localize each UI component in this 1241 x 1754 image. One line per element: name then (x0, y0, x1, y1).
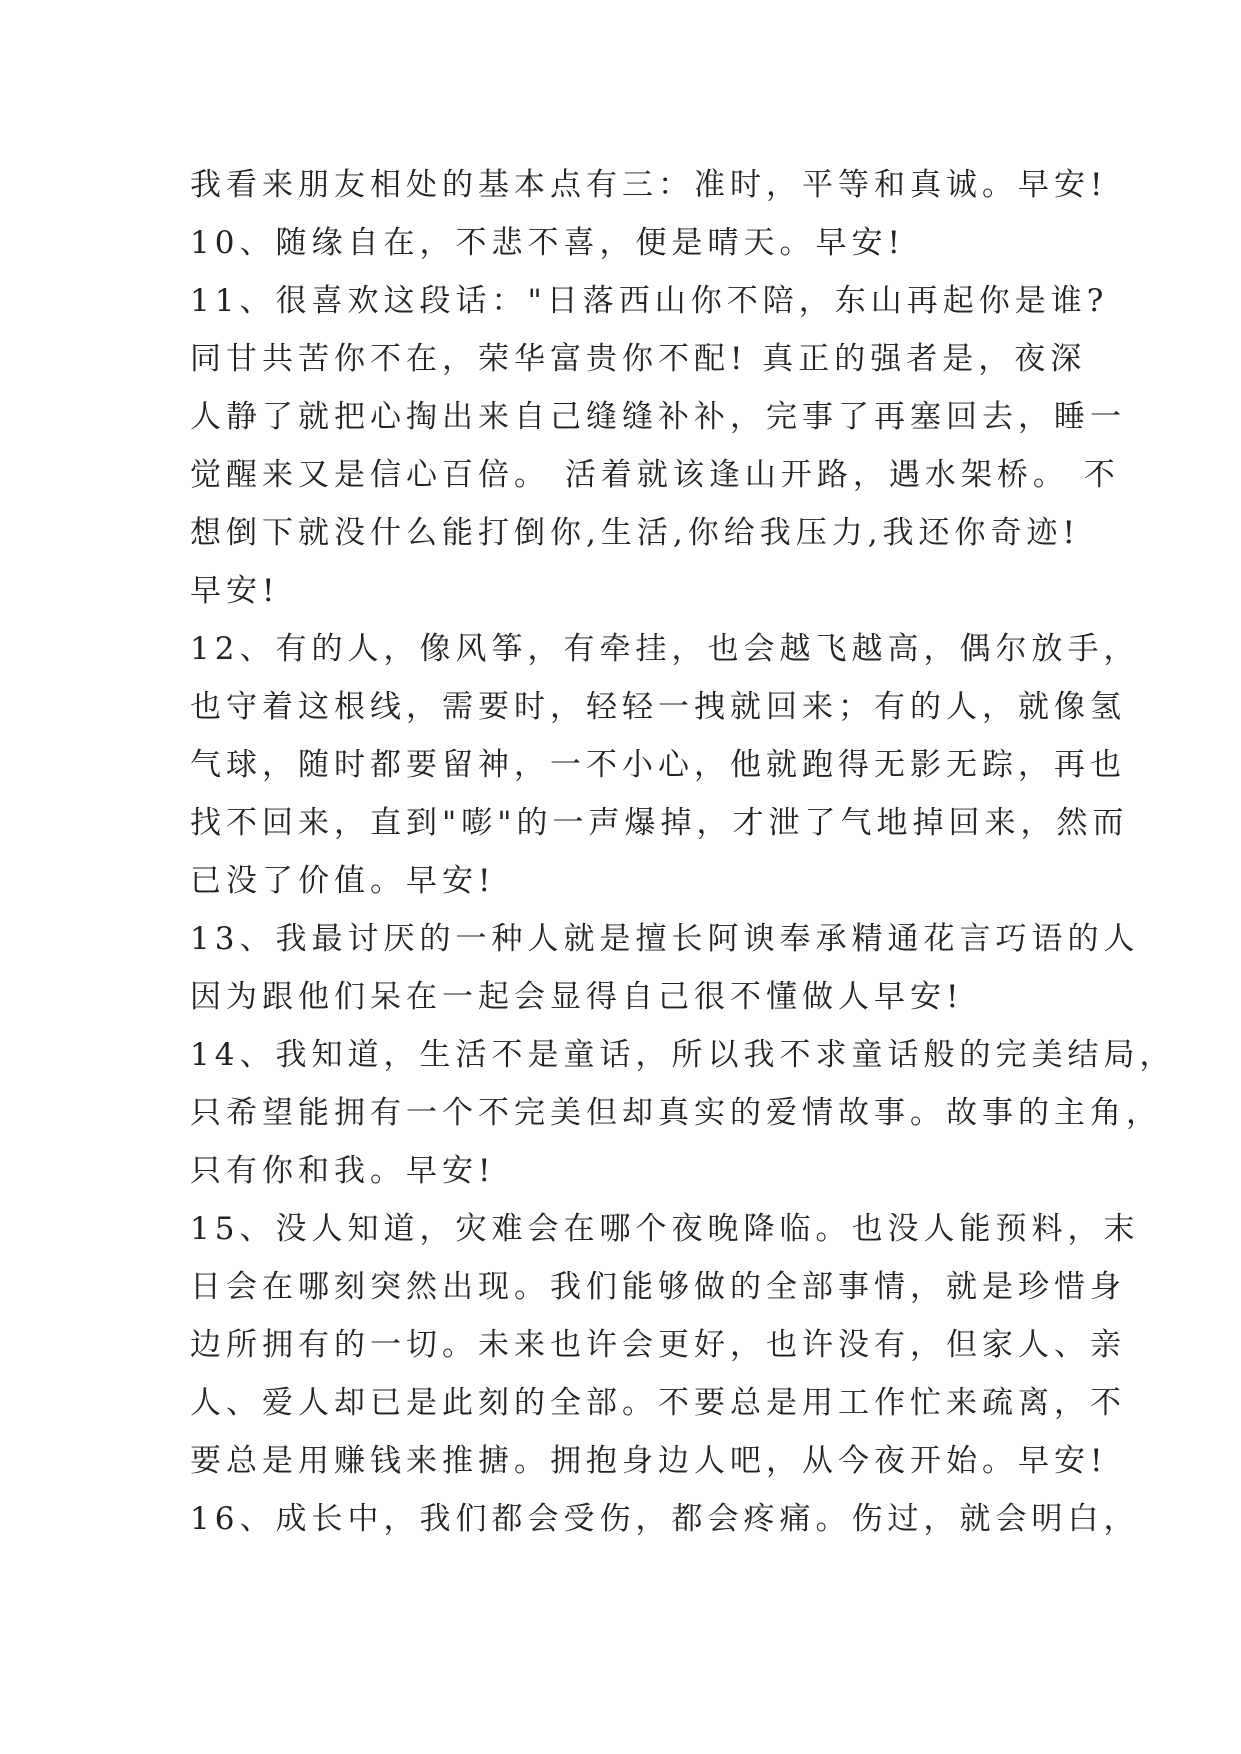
text-line: 早安! (190, 573, 280, 609)
text-line: 16、成长中，我们都会受伤，都会疼痛。伤过，就会明白， (190, 1501, 1140, 1537)
text-line: 人、爱人却已是此刻的全部。不要总是用工作忙来疏离，不 (190, 1385, 1126, 1421)
text-line: 气球，随时都要留神，一不小心，他就跑得无影无踪，再也 (190, 747, 1126, 783)
text-line: 我看来朋友相处的基本点有三：准时，平等和真诚。早安! (190, 167, 1108, 203)
text-line: 12、有的人，像风筝，有牵挂，也会越飞越高，偶尔放手， (190, 631, 1140, 667)
text-line: 15、没人知道，灾难会在哪个夜晚降临。也没人能预料，末 (190, 1211, 1140, 1247)
text-line: 14、我知道，生活不是童话，所以我不求童话般的完美结局， (190, 1037, 1176, 1073)
text-line: 只希望能拥有一个不完美但却真实的爱情故事。故事的主角， (190, 1095, 1162, 1131)
text-line: 只有你和我。早安! (190, 1153, 496, 1189)
text-line: 13、我最讨厌的一种人就是擅长阿谀奉承精通花言巧语的人 (190, 921, 1140, 957)
text-line: 人静了就把心掏出来自己缝缝补补，完事了再塞回去，睡一 (190, 399, 1126, 435)
text-line: 已没了价值。早安! (190, 863, 496, 899)
text-line: 11、很喜欢这段话："日落西山你不陪，东山再起你是谁? (190, 283, 1109, 319)
text-line: 边所拥有的一切。未来也许会更好，也许没有，但家人、亲 (190, 1327, 1126, 1363)
text-line: 找不回来，直到"嘭"的一声爆掉，才泄了气地掉回来，然而 (190, 805, 1129, 841)
text-line: 想倒下就没什么能打倒你,生活,你给我压力,我还你奇迹! (190, 515, 1081, 551)
text-line: 10、随缘自在，不悲不喜，便是晴天。早安! (190, 225, 905, 261)
text-line: 同甘共苦你不在，荣华富贵你不配! 真正的强者是，夜深 (190, 341, 1087, 377)
text-line: 觉醒来又是信心百倍。 活着就该逢山开路，遇水架桥。 不 (190, 457, 1120, 493)
text-line: 要总是用赚钱来推搪。拥抱身边人吧，从今夜开始。早安! (190, 1443, 1108, 1479)
text-line: 因为跟他们呆在一起会显得自己很不懂做人早安! (190, 979, 964, 1015)
document-body (190, 156, 1176, 1548)
text-line: 也守着这根线，需要时，轻轻一拽就回来；有的人，就像氢 (190, 689, 1126, 725)
text-line: 日会在哪刻突然出现。我们能够做的全部事情，就是珍惜身 (190, 1269, 1126, 1305)
